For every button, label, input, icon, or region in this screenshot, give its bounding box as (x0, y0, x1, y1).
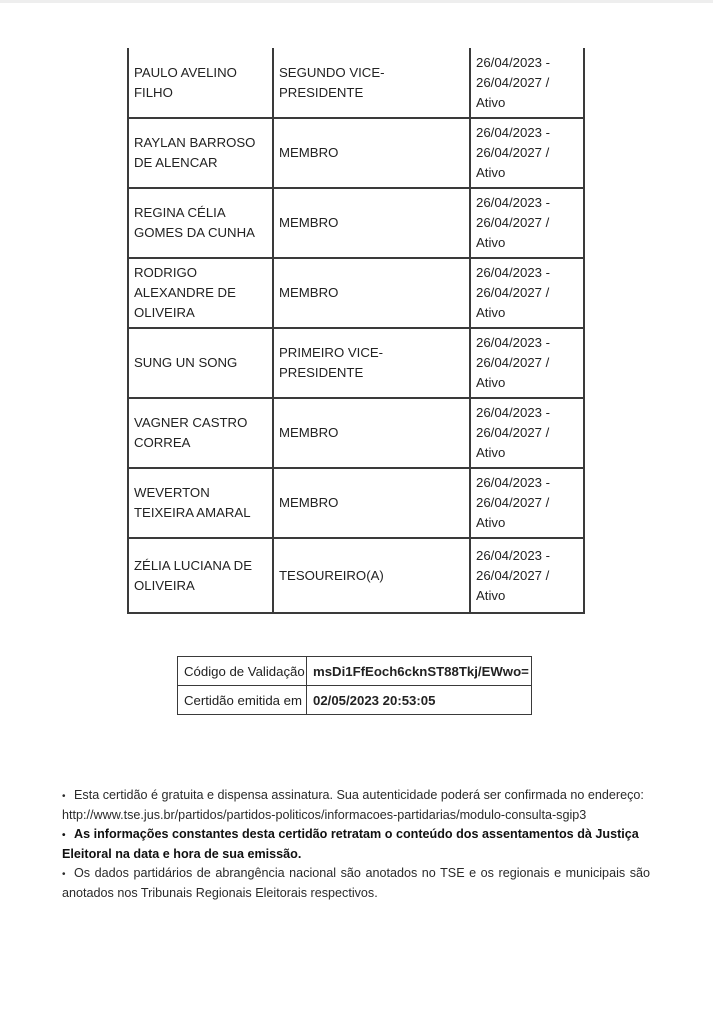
member-role: MEMBRO (273, 118, 470, 188)
member-period: 26/04/2023 - 26/04/2027 / Ativo (470, 398, 584, 468)
validation-code-row (178, 657, 532, 686)
table-row (128, 118, 584, 188)
member-role: TESOUREIRO(A) (273, 538, 470, 613)
member-period: 26/04/2023 - 26/04/2027 / Ativo (470, 538, 584, 613)
member-name: RAYLAN BARROSO DE ALENCAR (128, 118, 273, 188)
member-name: REGINA CÉLIA GOMES DA CUNHA (128, 188, 273, 258)
member-role: MEMBRO (273, 188, 470, 258)
member-name: PAULO AVELINO FILHO (128, 48, 273, 118)
validation-code-label: Código de Validação (178, 657, 307, 686)
member-name: SUNG UN SONG (128, 328, 273, 398)
issued-date-label: Certidão emitida em (178, 686, 307, 715)
member-period: 26/04/2023 - 26/04/2027 / Ativo (470, 258, 584, 328)
table-row (128, 188, 584, 258)
table-row (128, 468, 584, 538)
validation-table (177, 656, 532, 715)
member-period: 26/04/2023 - 26/04/2027 / Ativo (470, 468, 584, 538)
note-information (62, 825, 650, 864)
member-role: SEGUNDO VICE-PRESIDENTE (273, 48, 470, 118)
bullet-icon: • (62, 791, 66, 802)
footer-notes (62, 786, 650, 903)
note-authenticity (62, 786, 650, 825)
table-row (128, 538, 584, 613)
table-row (128, 328, 584, 398)
member-role: MEMBRO (273, 398, 470, 468)
member-role: PRIMEIRO VICE-PRESIDENTE (273, 328, 470, 398)
member-role: MEMBRO (273, 468, 470, 538)
note-text: As informações constantes desta certidão retratam o conteúdo dos assentamentos dà Justiça Eleitoral na data e hora de sua emissão. (62, 827, 639, 861)
table-row (128, 398, 584, 468)
member-name: ZÉLIA LUCIANA DE OLIVEIRA (128, 538, 273, 613)
member-name: RODRIGO ALEXANDRE DE OLIVEIRA (128, 258, 273, 328)
bullet-icon: • (62, 830, 66, 841)
bullet-icon: • (62, 869, 66, 880)
issued-date-row (178, 686, 532, 715)
member-period: 26/04/2023 - 26/04/2027 / Ativo (470, 48, 584, 118)
member-name: VAGNER CASTRO CORREA (128, 398, 273, 468)
members-table (127, 48, 585, 614)
member-period: 26/04/2023 - 26/04/2027 / Ativo (470, 118, 584, 188)
validation-code-value: msDi1FfEoch6cknST88Tkj/EWwo= (307, 657, 532, 686)
note-jurisdiction (62, 864, 650, 903)
table-row (128, 258, 584, 328)
member-role: MEMBRO (273, 258, 470, 328)
note-text: Os dados partidários de abrangência nacional são anotados no TSE e os regionais e municipais são anotados nos Tribunais Regionais Eleitorais respectivos. (62, 866, 650, 900)
table-row (128, 48, 584, 118)
issued-date-value: 02/05/2023 20:53:05 (307, 686, 532, 715)
member-period: 26/04/2023 - 26/04/2027 / Ativo (470, 188, 584, 258)
member-period: 26/04/2023 - 26/04/2027 / Ativo (470, 328, 584, 398)
page-top-edge (0, 0, 713, 3)
member-name: WEVERTON TEIXEIRA AMARAL (128, 468, 273, 538)
note-text: Esta certidão é gratuita e dispensa assinatura. Sua autenticidade poderá ser confirmada no endereço: http://www.tse.jus.br/partidos/partidos-politicos/informacoes-partidarias/modulo-consulta-sgip3 (62, 788, 644, 822)
